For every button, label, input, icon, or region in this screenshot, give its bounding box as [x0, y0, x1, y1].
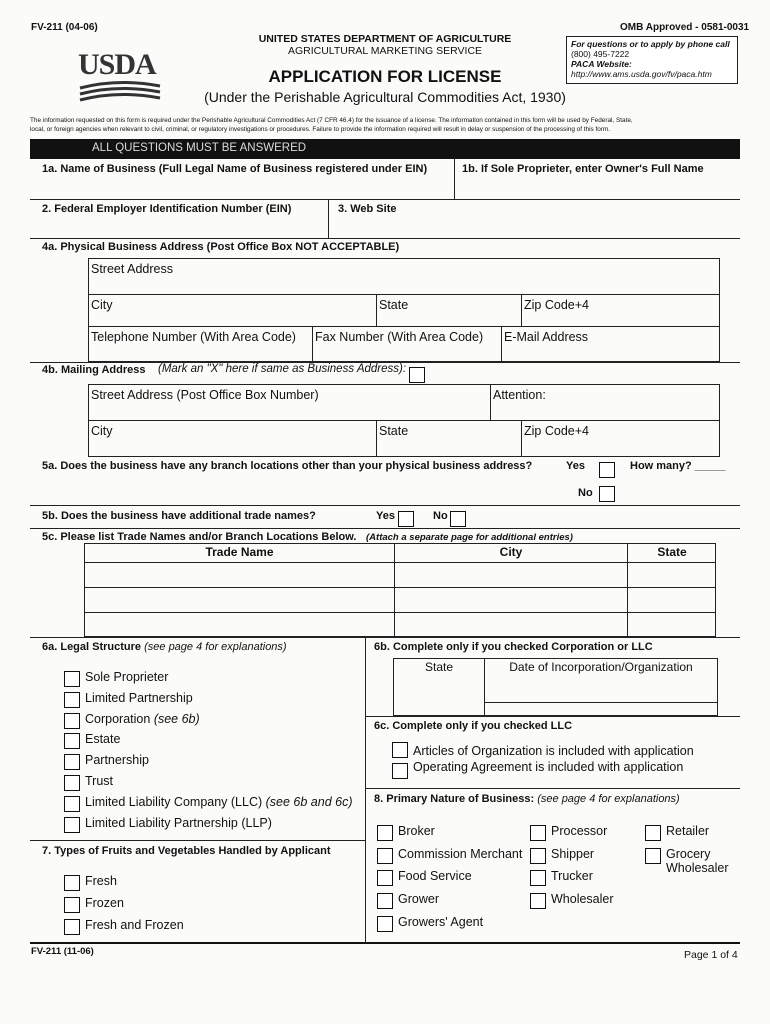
physical-zip-field[interactable] — [521, 294, 720, 327]
attention-label: Attention: — [493, 388, 546, 402]
q5b-no-checkbox[interactable] — [450, 511, 466, 527]
incorporation-table — [393, 658, 718, 716]
contact-phone: (800) 495-7222 — [571, 49, 630, 59]
form-subtitle: (Under the Perishable Agricultural Commodities Act, 1930) — [204, 89, 566, 105]
mailing-city-field[interactable] — [88, 420, 377, 457]
frozen-label: Frozen — [85, 896, 124, 910]
omb-number: OMB Approved - 0581-0031 — [620, 22, 750, 33]
commission-merchant-label: Commission Merchant — [398, 847, 523, 861]
estate-checkbox[interactable] — [64, 733, 80, 749]
instruction-banner — [30, 139, 740, 159]
usda-logo — [78, 50, 162, 111]
q5b-yes-checkbox[interactable] — [398, 511, 414, 527]
growers-agent-label: Growers' Agent — [398, 915, 484, 929]
attention-field[interactable] — [490, 384, 720, 421]
shipper-label: Shipper — [551, 847, 595, 861]
estate-label: Estate — [85, 732, 121, 746]
ein-field[interactable] — [40, 216, 326, 236]
commission-merchant-checkbox[interactable] — [377, 848, 393, 864]
q1a-label: 1a. Name of Business (Full Legal Name of Business registered under EIN) — [42, 163, 428, 175]
limited-partnership-label: Limited Partnership — [85, 691, 193, 705]
q4b-note: (Mark an "X" here if same as Business Address): — [158, 363, 407, 375]
mailing-city-label: City — [91, 424, 113, 438]
articles-checkbox[interactable] — [392, 742, 408, 758]
physical-zip-label: Zip Code+4 — [524, 298, 589, 312]
llc-text: Limited Liability Company (LLC) — [85, 795, 263, 809]
mailing-street-label: Street Address (Post Office Box Number) — [91, 388, 319, 402]
retailer-label: Retailer — [666, 824, 710, 838]
trust-checkbox[interactable] — [64, 775, 80, 791]
q8-label-text: 8. Primary Nature of Business: — [374, 793, 535, 805]
privacy-notice-line1: The information requested on this form is required under the Perishable Agricultural Commodities Act (7 CFR 46.4) for the issuance of a license. The information contained in this form will be used by Federal, State, — [30, 117, 633, 124]
broker-label: Broker — [398, 824, 435, 838]
form-title: APPLICATION FOR LICENSE — [268, 67, 502, 86]
fresh-and-frozen-label: Fresh and Frozen — [85, 918, 184, 932]
same-address-checkbox[interactable] — [409, 367, 425, 383]
col-city: City — [499, 545, 523, 559]
physical-city-label: City — [91, 298, 113, 312]
q5a-how-many[interactable]: How many? _____ — [630, 460, 726, 472]
form-number: FV-211 (04-06) — [31, 22, 98, 33]
q5a-no-label: No — [578, 487, 593, 499]
q5a-yes-label: Yes — [566, 460, 585, 472]
mailing-zip-field[interactable] — [521, 420, 720, 457]
q4a-label: 4a. Physical Business Address (Post Office Box NOT ACCEPTABLE) — [42, 241, 400, 253]
q6a-note: (see page 4 for explanations) — [144, 641, 287, 653]
shipper-checkbox[interactable] — [530, 848, 546, 864]
service-name: AGRICULTURAL MARKETING SERVICE — [287, 45, 483, 57]
llp-label: Limited Liability Partnership (LLP) — [85, 816, 272, 830]
articles-label: Articles of Organization is included with application — [413, 744, 694, 758]
limited-partnership-checkbox[interactable] — [64, 692, 80, 708]
fax-field[interactable] — [312, 326, 502, 362]
corporation-text: Corporation — [85, 712, 151, 726]
email-label: E-Mail Address — [504, 330, 589, 344]
fresh-checkbox[interactable] — [64, 875, 80, 891]
q2-label: 2. Federal Employer Identification Number (EIN) — [42, 203, 292, 215]
trucker-label: Trucker — [551, 869, 593, 883]
physical-state-field[interactable] — [376, 294, 522, 327]
page-number: Page 1 of 4 — [684, 949, 738, 961]
corporation-checkbox[interactable] — [64, 713, 80, 729]
corporation-label — [85, 712, 200, 726]
q6a-label — [42, 641, 287, 653]
partnership-label: Partnership — [85, 753, 149, 767]
incorporation-date-label: Date of Incorporation/Organization — [509, 660, 693, 674]
mailing-street-field[interactable] — [88, 384, 491, 421]
contact-line: For questions or to apply by phone call — [571, 39, 730, 49]
sole-proprieter-label: Sole Proprieter — [85, 670, 169, 684]
telephone-field[interactable] — [88, 326, 313, 362]
grower-checkbox[interactable] — [377, 893, 393, 909]
q1b-label: 1b. If Sole Proprieter, enter Owner's Full Name — [462, 163, 704, 175]
sole-proprieter-checkbox[interactable] — [64, 671, 80, 687]
q5a-no-checkbox[interactable] — [599, 486, 615, 502]
contact-url[interactable]: http://www.ams.usda.gov/fv/paca.htm — [571, 69, 712, 79]
partnership-checkbox[interactable] — [64, 754, 80, 770]
q7-label: 7. Types of Fruits and Vegetables Handled by Applicant — [42, 845, 331, 857]
col-state: State — [657, 545, 687, 559]
fresh-and-frozen-checkbox[interactable] — [64, 919, 80, 935]
website-field[interactable] — [332, 216, 738, 236]
llc-checkbox[interactable] — [64, 796, 80, 812]
physical-street-label: Street Address — [91, 262, 173, 276]
grocery-wholesaler-label: Wholesaler — [666, 861, 729, 875]
llp-checkbox[interactable] — [64, 817, 80, 833]
llc-label — [85, 795, 353, 809]
frozen-checkbox[interactable] — [64, 897, 80, 913]
q5c-note: (Attach a separate page for additional entries) — [366, 532, 573, 543]
grocery-wholesaler-checkbox[interactable] — [645, 848, 661, 864]
fresh-label: Fresh — [85, 874, 117, 888]
retailer-checkbox[interactable] — [645, 825, 661, 841]
q5a-label: 5a. Does the business have any branch locations other than your physical business address? — [42, 460, 533, 472]
operating-agreement-label: Operating Agreement is included with application — [413, 760, 684, 774]
food-service-label: Food Service — [398, 869, 472, 883]
q6c-label: 6c. Complete only if you checked LLC — [374, 720, 573, 732]
wholesaler-label: Wholesaler — [551, 892, 614, 906]
mailing-zip-label: Zip Code+4 — [524, 424, 589, 438]
corporation-note: (see 6b) — [153, 712, 200, 726]
wholesaler-checkbox[interactable] — [530, 893, 546, 909]
owner-name-field[interactable] — [458, 176, 738, 198]
processor-label: Processor — [551, 824, 608, 838]
usda-logo-text: USDA — [78, 48, 156, 81]
q3-label: 3. Web Site — [338, 203, 397, 215]
q5c-label: 5c. Please list Trade Names and/or Branch Locations Below. — [42, 531, 357, 543]
food-service-checkbox[interactable] — [377, 870, 393, 886]
physical-city-field[interactable] — [88, 294, 377, 327]
q6a-label-text: 6a. Legal Structure — [42, 641, 142, 653]
q6b-label: 6b. Complete only if you checked Corporation or LLC — [374, 641, 653, 653]
processor-checkbox[interactable] — [530, 825, 546, 841]
contact-box — [566, 36, 738, 84]
growers-agent-checkbox[interactable] — [377, 916, 393, 932]
privacy-notice — [30, 116, 745, 134]
operating-agreement-checkbox[interactable] — [392, 763, 408, 779]
trade-names-table — [84, 543, 716, 637]
q8-note: (see page 4 for explanations) — [537, 793, 680, 805]
llc-note: (see 6b and 6c) — [265, 795, 353, 809]
q5b-yes-label: Yes — [376, 510, 395, 522]
col-trade-name: Trade Name — [205, 545, 274, 559]
trucker-checkbox[interactable] — [530, 870, 546, 886]
mailing-state-label: State — [379, 424, 409, 438]
fax-label: Fax Number (With Area Code) — [315, 330, 484, 344]
department-name: UNITED STATES DEPARTMENT OF AGRICULTURE — [258, 33, 512, 45]
incorporation-state-label: State — [424, 660, 454, 674]
email-field[interactable] — [501, 326, 720, 362]
telephone-label: Telephone Number (With Area Code) — [91, 330, 296, 344]
trust-label: Trust — [85, 774, 114, 788]
q5b-label: 5b. Does the business have additional trade names? — [42, 510, 316, 522]
mailing-state-field[interactable] — [376, 420, 522, 457]
privacy-notice-line2: local, or foreign agencies when relevant to civil, criminal, or regulatory investigations or procedures. Failure to provide the information required will result in delay or suspension of the processing of this form. — [30, 126, 611, 133]
contact-web-label: PACA Website: — [571, 59, 632, 69]
broker-checkbox[interactable] — [377, 825, 393, 841]
grocery-label: Grocery — [666, 847, 711, 861]
q5b-no-label: No — [433, 510, 448, 522]
business-name-field[interactable] — [40, 176, 452, 198]
instruction-banner-text: ALL QUESTIONS MUST BE ANSWERED — [92, 142, 307, 154]
usda-logo-swoosh — [78, 80, 162, 106]
q4b-label: 4b. Mailing Address — [42, 364, 146, 376]
q5a-yes-checkbox[interactable] — [599, 462, 615, 478]
grower-label: Grower — [398, 892, 439, 906]
physical-street-field[interactable] — [88, 258, 720, 295]
physical-state-label: State — [379, 298, 409, 312]
q8-label — [374, 793, 680, 805]
footer-form-number: FV-211 (11-06) — [31, 946, 94, 957]
